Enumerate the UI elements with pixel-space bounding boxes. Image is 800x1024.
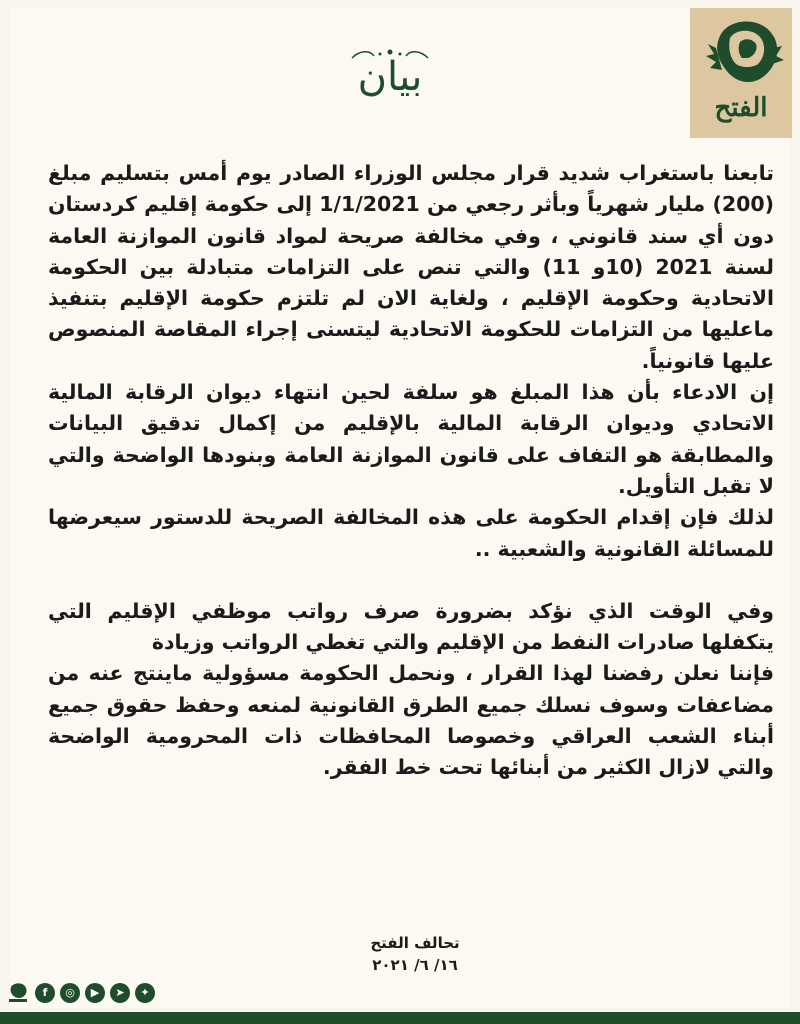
title-block	[330, 44, 450, 124]
social-bar	[6, 980, 155, 1006]
alfatah-logo	[690, 8, 792, 138]
statement-body	[48, 158, 774, 784]
paragraph-5: فإننا نعلن رفضنا لهذا القرار ، ونحمل الحكومة مسؤولية ماينتج عنه من مضاعفات وسوف نسلك جميع الطرق القانونية لمنعه وحفظ حقوق جميع أبناء الشعب العراقي وخصوصا المحافظات ذات المحرومية الواضحة والتي لازال الكثير من أبنائها تحت خط الفقر.	[48, 661, 774, 780]
paragraph-2: إن الادعاء بأن هذا المبلغ هو سلفة لحين انتهاء ديوان الرقابة المالية الاتحادي وديوان الرقابة المالية بالإقليم من إكمال تدقيق البيانات والمطابقة هو التفاف على قانون الموازنة العامة وبنودها الواضحة والتي لا تقبل التأويل.	[48, 380, 774, 498]
signature-date: ١٦/ ٦/ ٢٠٢١	[372, 956, 458, 974]
page-title: بيان	[357, 54, 423, 100]
statement-page	[10, 8, 790, 1008]
lion-logo-icon	[690, 8, 792, 138]
paragraph-4: وفي الوقت الذي نؤكد بضرورة صرف رواتب موظفي الإقليم التي يتكفلها صادرات النفط من الإقليم والتي تغطي الرواتب وزيادة	[48, 598, 774, 655]
telegram-icon[interactable]: ➤	[110, 983, 130, 1003]
signature-name: تحالف الفتح	[370, 934, 460, 952]
twitter-icon[interactable]: ✦	[135, 983, 155, 1003]
footer-bar	[0, 1012, 800, 1024]
paragraph-gap	[48, 565, 774, 596]
facebook-icon[interactable]: f	[35, 983, 55, 1003]
youtube-icon[interactable]: ▶	[85, 983, 105, 1003]
instagram-icon[interactable]: ◎	[60, 983, 80, 1003]
logo-text: الفتح	[714, 93, 768, 123]
paragraph-3: لذلك فإن إقدام الحكومة على هذه المخالفة الصريحة للدستور سيعرضها للمسائلة القانونية والشعبية ..	[48, 505, 774, 561]
logo-icon[interactable]	[6, 981, 30, 1005]
signature-block	[340, 932, 490, 976]
paragraph-1: تابعنا باستغراب شديد قرار مجلس الوزراء الصادر يوم أمس بتسليم مبلغ (200) مليار شهرياً وبأثر رجعي من 1/1/2021 إلى حكومة إقليم كردستان دون أي سند قانوني ، وفي مخالفة صريحة لمواد قانون الموازنة العامة لسنة 2021 (10و 11) والتي تنص على التزامات متبادلة بين الحكومة الاتحادية وحكومة الإقليم ، ولغاية الان لم تلتزم حكومة الإقليم بتنفيذ ماعليها من التزامات للحكومة الاتحادية ليتسنى إجراء المقاصة المنصوص عليها قانونياً.	[48, 161, 774, 373]
